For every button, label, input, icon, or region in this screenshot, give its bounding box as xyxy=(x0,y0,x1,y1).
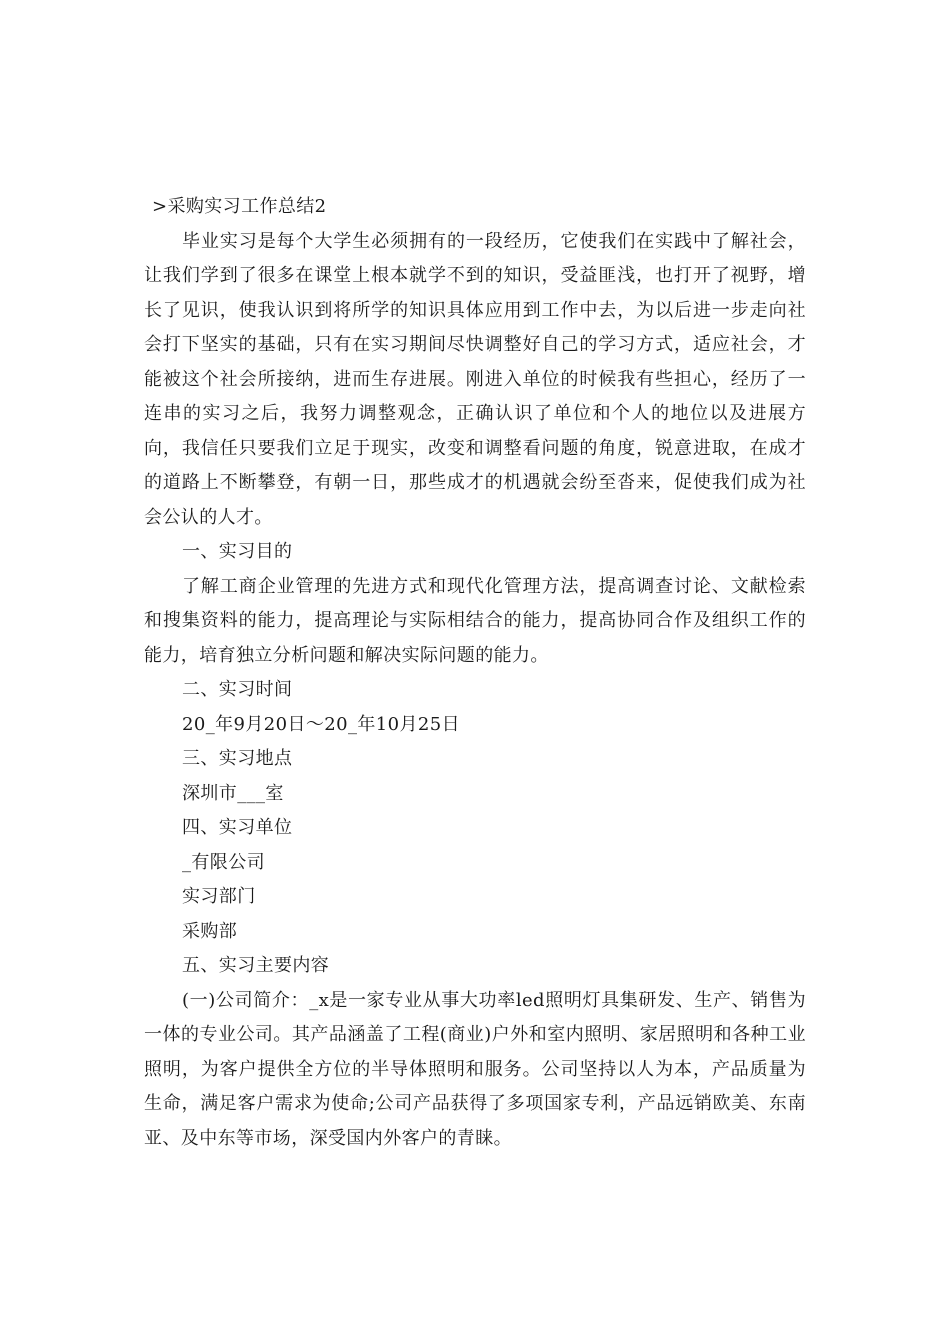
section-1-heading: 一、实习目的 xyxy=(182,541,293,562)
document-title: >采购实习工作总结2 xyxy=(152,196,327,217)
department-value: 采购部 xyxy=(182,920,238,942)
section-2-heading: 二、实习时间 xyxy=(182,679,293,700)
section-5-paragraph: (一)公司简介：_x是一家专业从事大功率led照明灯具集研发、生产、销售为一体的专业公司。其产品涵盖了工程(商业)户外和室内照明、家居照明和各种工业照明，为客户提供全方位的半导体照明和服务。公司坚持以人为本，产品质量为生命，满足客户需求为使命;公司产品获得了多项国家专利，产品远销欧美、东南亚、及中东等市场，深受国内外客户的青睐。 xyxy=(144,989,806,1149)
section-3-heading: 三、实习地点 xyxy=(182,748,293,769)
section-2-value: 20_年9月20日～20_年10月25日 xyxy=(182,713,460,735)
section-3-value: 深圳市___室 xyxy=(182,782,284,804)
intro-paragraph: 毕业实习是每个大学生必须拥有的一段经历，它使我们在实践中了解社会，让我们学到了很多在课堂上根本就学不到的知识，受益匪浅，也打开了视野，增长了见识，使我认识到将所学的知识具体应用到工作中去，为以后进一步走向社会打下坚实的基础，只有在实习期间尽快调整好自己的学习方式，适应社会，才能被这个社会所接纳，进而生存进展。刚进入单位的时候我有些担心，经历了一连串的实习之后，我努力调整观念，正确认识了单位和个人的地位以及进展方向，我信任只要我们立足于现实，改变和调整看问题的角度，锐意进取，在成才的道路上不断攀登，有朝一日，那些成才的机遇就会纷至沓来，促使我们成为社会公认的人才。 xyxy=(144,230,806,528)
department-label: 实习部门 xyxy=(182,886,256,907)
section-1-paragraph: 了解工商企业管理的先进方式和现代化管理方法，提高调查讨论、文献检索和搜集资料的能力，提高理论与实际相结合的能力，提高协同合作及组织工作的能力，培育独立分析问题和解决实际问题的能力。 xyxy=(144,575,806,666)
section-4-value: _有限公司 xyxy=(182,851,265,873)
section-4-heading: 四、实习单位 xyxy=(182,817,293,838)
document-body xyxy=(144,190,806,1156)
section-5-heading: 五、实习主要内容 xyxy=(182,955,330,976)
